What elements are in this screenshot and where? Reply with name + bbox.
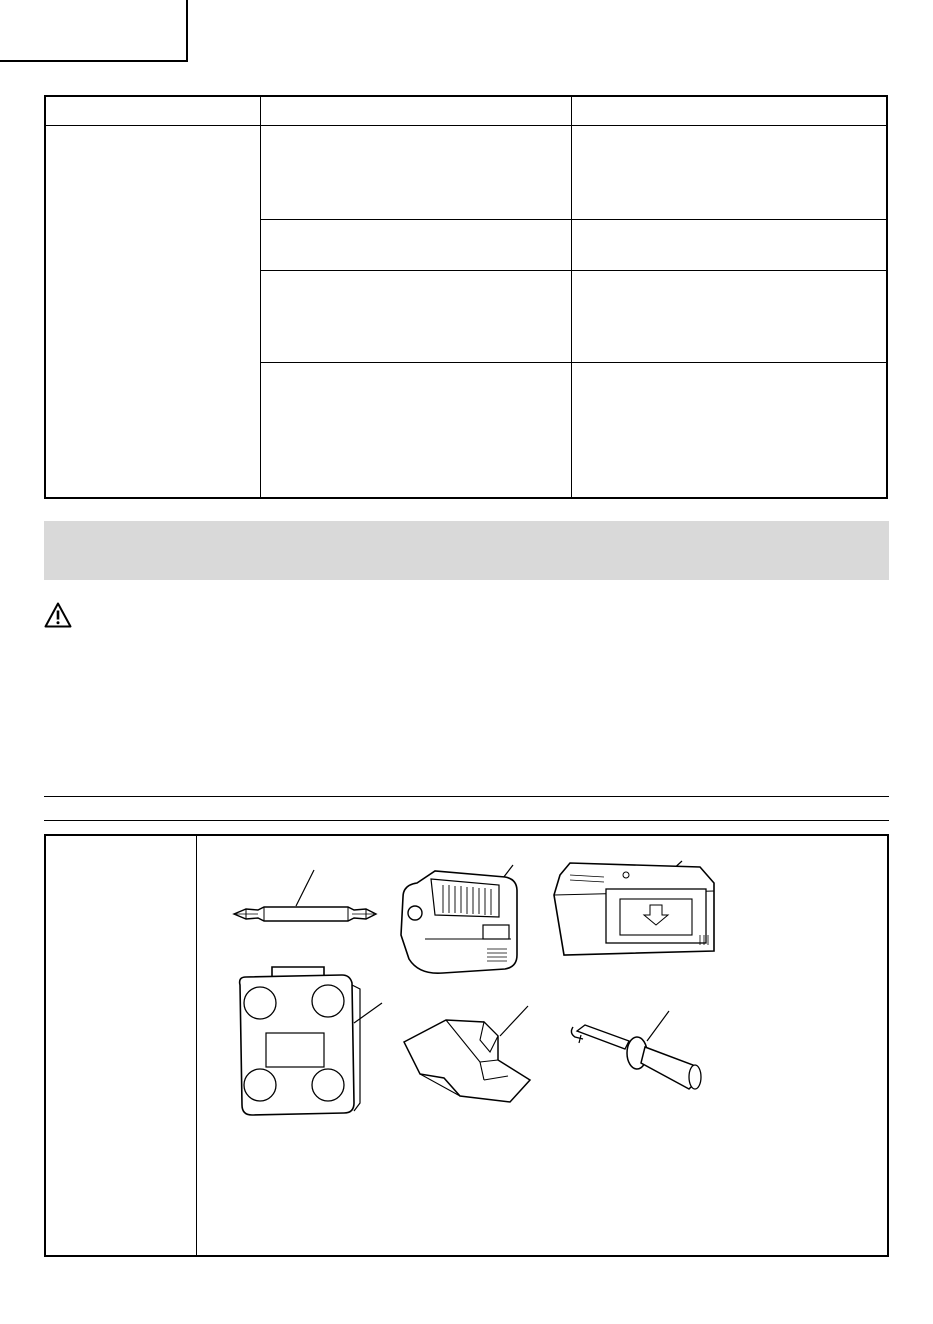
battery-icon: [395, 855, 525, 980]
driver-bit-icon: [230, 860, 380, 940]
page-corner-tab: [0, 0, 188, 62]
table-header-divider: [46, 125, 886, 126]
section-banner: [44, 521, 889, 580]
table-row-divider-2: [260, 270, 886, 271]
side-handle-icon: [565, 1005, 710, 1100]
table-row-divider-1: [260, 219, 886, 220]
warning-triangle-icon: [44, 602, 72, 628]
section-rule-top: [44, 796, 889, 797]
table-column-divider-2: [571, 97, 572, 497]
accessories-column-divider: [196, 836, 197, 1255]
troubleshooting-table: [44, 95, 888, 499]
charger-icon: [550, 855, 720, 960]
table-row-divider-3: [260, 362, 886, 363]
section-rule-bottom: [44, 820, 889, 821]
table-column-divider-1: [260, 97, 261, 497]
battery-cover-icon: [400, 1000, 540, 1110]
carrying-case-icon: [232, 963, 392, 1123]
